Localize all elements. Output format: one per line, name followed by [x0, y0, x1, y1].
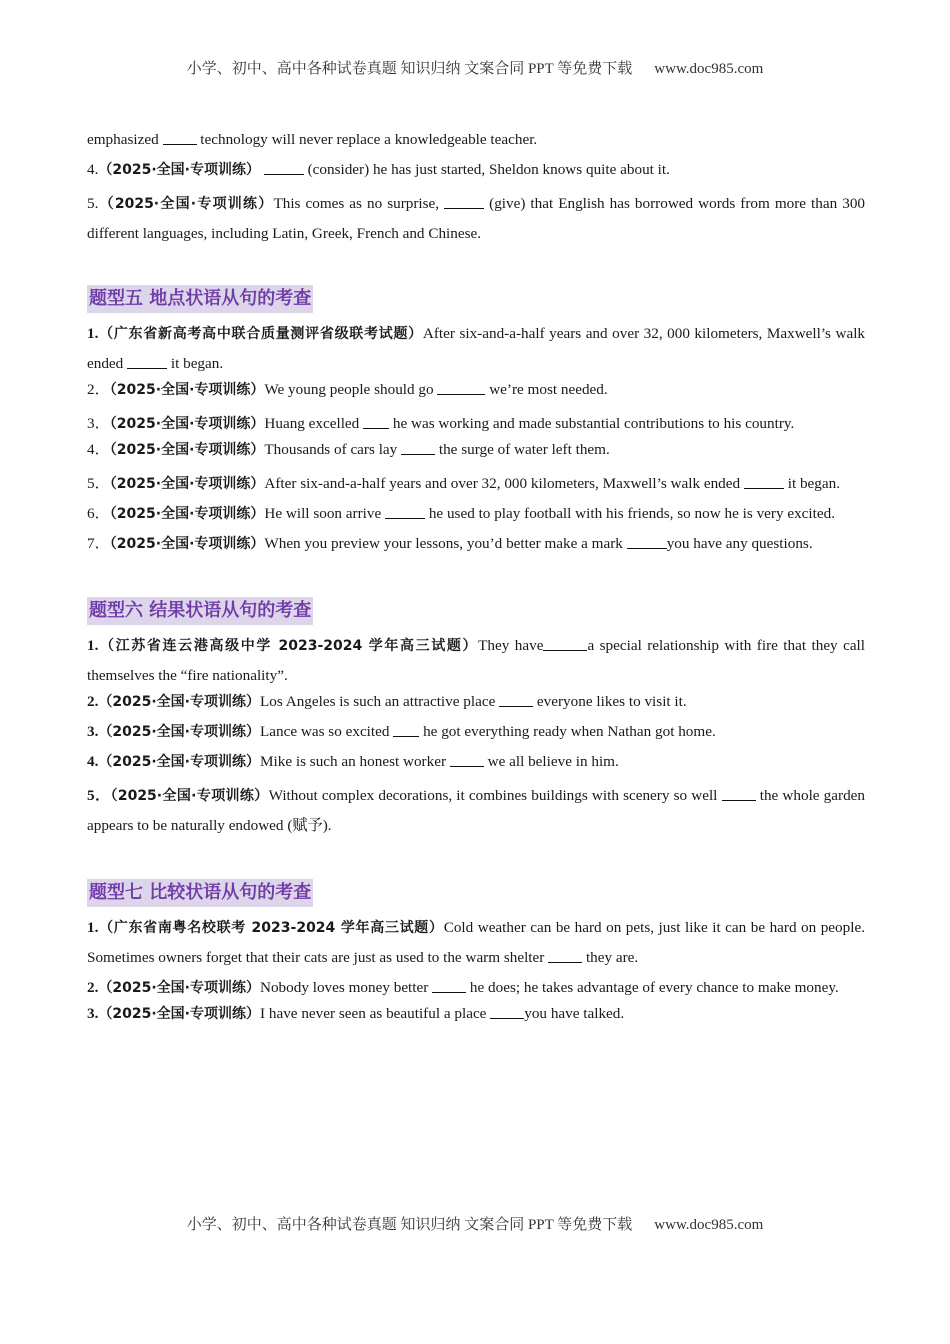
question-item: 5．（2025·全国·专项训练）Without complex decorations, it combines buildings with scenery so well the whole garden appears to be naturally endowed (赋予). — [87, 787, 866, 834]
section-title: 题型七 比较状语从句的考查 — [87, 879, 313, 907]
question-item: 2.（2025·全国·专项训练）Los Angeles is such an attractive place everyone likes to visit it. — [87, 693, 687, 710]
answer-blank — [385, 503, 425, 519]
section-title: 题型五 地点状语从句的考查 — [87, 285, 313, 313]
question-item: 5.（2025·全国·专项训练）This comes as no surprise, (give) that English has borrowed words from more than 300 different languages, including Latin, Greek, French and Chinese. — [87, 195, 866, 242]
question-item: 4.（2025·全国·专项训练）Mike is such an honest worker we all believe in him. — [87, 753, 619, 770]
question-item: 6．（2025·全国·专项训练）He will soon arrive he used to play football with his friends, so now he is very excited. — [87, 505, 835, 522]
answer-blank — [490, 1003, 524, 1019]
answer-blank — [264, 159, 304, 175]
answer-blank — [393, 721, 419, 737]
question-item: 5．（2025·全国·专项训练）After six-and-a-half years and over 32, 000 kilometers, Maxwell’s walk ended it began. — [87, 475, 841, 492]
header-site: www.doc985.com — [654, 61, 764, 77]
question-item: 1.（江苏省连云港高级中学 2023-2024 学年高三试题）They have a special relationship with fire that they call themselves the “fire nationality”. — [87, 637, 866, 684]
answer-blank — [744, 473, 784, 489]
answer-blank — [627, 533, 667, 549]
answer-blank — [722, 785, 756, 801]
question-item: 4．（2025·全国·专项训练）Thousands of cars lay the surge of water left them. — [87, 441, 610, 458]
header-text: 小学、初中、高中各种试卷真题 知识归纳 文案合同 PPT 等免费下载 — [186, 61, 633, 77]
answer-blank — [163, 129, 197, 145]
question-item: 1.（广东省新高考高中联合质量测评省级联考试题）After six-and-a-half years and over 32, 000 kilometers, Maxwell’s walk ended it began. — [87, 325, 866, 372]
page-footer — [0, 1213, 950, 1234]
answer-blank — [127, 353, 167, 369]
document-body — [87, 129, 865, 1033]
answer-blank — [543, 635, 587, 651]
answer-blank — [437, 379, 485, 395]
answer-blank — [450, 751, 484, 767]
answer-blank — [401, 439, 435, 455]
answer-blank — [363, 413, 389, 429]
question-item: 2．（2025·全国·专项训练）We young people should go we’re most needed. — [87, 381, 608, 398]
question-item: 3.（2025·全国·专项训练）Lance was so excited he got everything ready when Nathan got home. — [87, 723, 716, 740]
question-item: 4.（2025·全国·专项训练） (consider) he has just started, Sheldon knows quite about it. — [87, 161, 670, 178]
answer-blank — [499, 691, 533, 707]
question-item: 3.（2025·全国·专项训练）I have never seen as beautiful a place you have talked. — [87, 1005, 625, 1022]
footer-text: 小学、初中、高中各种试卷真题 知识归纳 文案合同 PPT 等免费下载 — [186, 1217, 633, 1233]
answer-blank — [444, 193, 484, 209]
question-item: 1.（广东省南粤名校联考 2023-2024 学年高三试题）Cold weather can be hard on pets, just like it can be hard on people. Sometimes owners forget that their cats are just as used to the warm shelter they are. — [87, 919, 865, 966]
page-header — [0, 57, 950, 78]
question-item: 2.（2025·全国·专项训练）Nobody loves money better he does; he takes advantage of every chance to make money. — [87, 979, 839, 996]
section-title: 题型六 结果状语从句的考查 — [87, 597, 313, 625]
answer-blank — [548, 947, 582, 963]
question-item: 7．（2025·全国·专项训练）When you preview your lessons, you’d better make a mark you have any questions. — [87, 535, 813, 552]
question-item: 3．（2025·全国·专项训练）Huang excelled he was working and made substantial contributions to his country. — [87, 415, 795, 432]
question-continuation: emphasized technology will never replace a knowledgeable teacher. — [87, 131, 538, 148]
answer-blank — [432, 977, 466, 993]
footer-site: www.doc985.com — [654, 1217, 764, 1233]
